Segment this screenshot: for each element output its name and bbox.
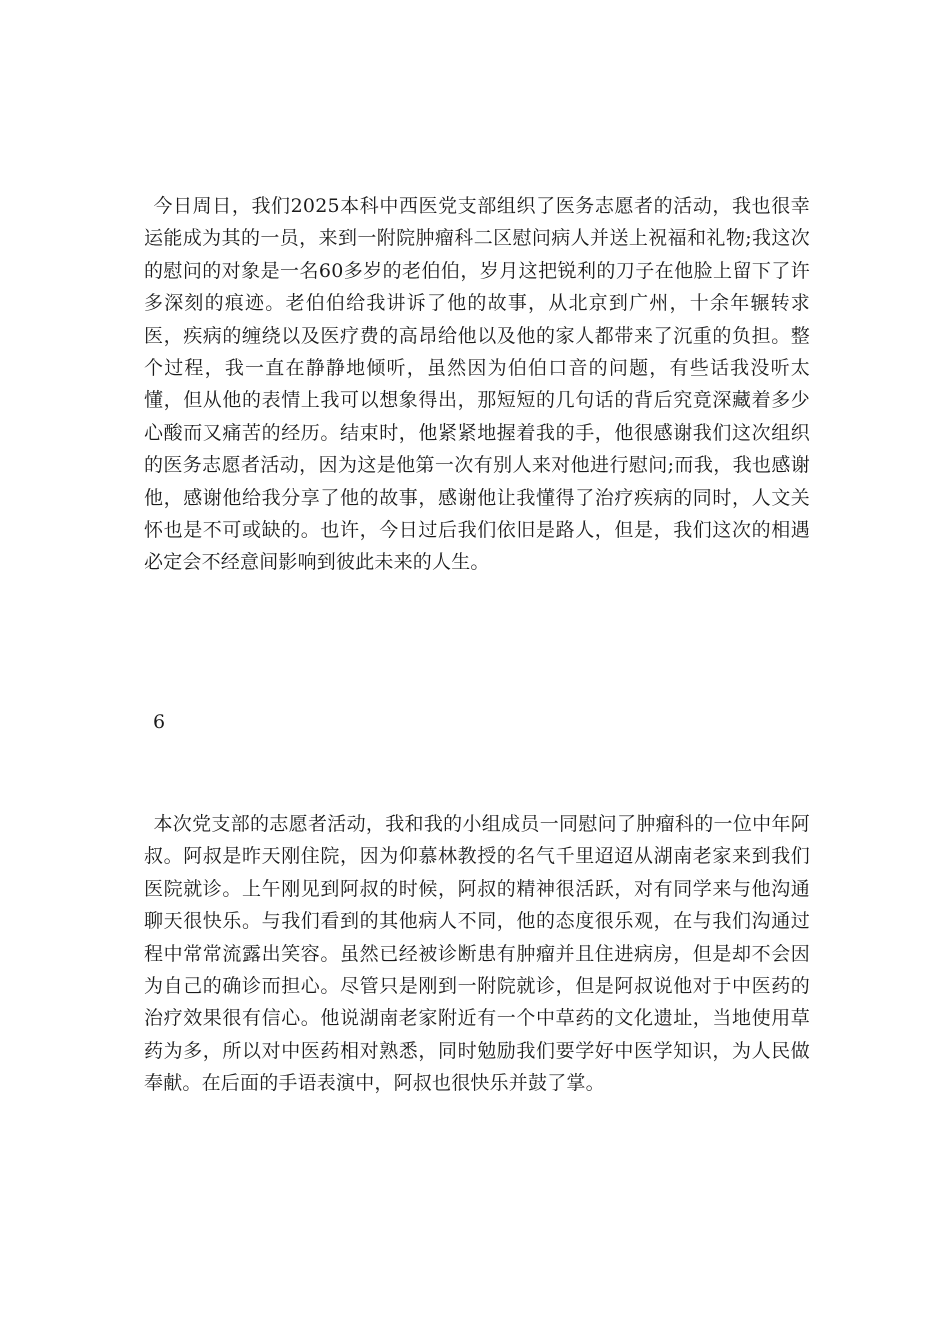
paragraph-volunteer-middle-aged-patient: 本次党支部的志愿者活动，我和我的小组成员一同慰问了肿瘤科的一位中年阿叔。阿叔是昨天刚住院，因为仰慕林教授的名气千里迢迢从湖南老家来到我们医院就诊。上午刚见到阿叔的时候，阿叔的精神很活跃，对有同学来与他沟通聊天很快乐。与我们看到的其他病人不同，他的态度很乐观，在与我们沟通过程中常常流露出笑容。虽然已经被诊断患有肿瘤并且住进病房，但是却不会因为自己的确诊而担心。尽管只是刚到一附院就诊，但是阿叔说他对于中医药的治疗效果很有信心。他说湖南老家附近有一个中草药的文化遗址，当地使用草药为多，所以对中医药相对熟悉，同时勉励我们要学好中医学知识，为人民做奉献。在后面的手语表演中，阿叔也很快乐并鼓了掌。 [144, 813, 810, 1095]
paragraph-volunteer-elderly-patient: 今日周日，我们2025本科中西医党支部组织了医务志愿者的活动，我也很幸运能成为其的一员，来到一附院肿瘤科二区慰问病人并送上祝福和礼物;我这次的慰问的对象是一名60多岁的老伯伯，岁月这把锐利的刀子在他脸上留下了许多深刻的痕迹。老伯伯给我讲诉了他的故事，从北京到广州，十余年辗转求医，疾病的缠绕以及医疗费的高昂给他以及他的家人都带来了沉重的负担。整个过程，我一直在静静地倾听，虽然因为伯伯口音的问题，有些话我没听太懂，但从他的表情上我可以想象得出，那短短的几句话的背后究竟深藏着多少心酸而又痛苦的经历。结束时，他紧紧地握着我的手，他很感谢我们这次组织的医务志愿者活动，因为这是他第一次有别人来对他进行慰问;而我，我也感谢他，感谢他给我分享了他的故事，感谢他让我懂得了治疗疾病的同时，人文关怀也是不可或缺的。也许，今日过后我们依旧是路人，但是，我们这次的相遇必定会不经意间影响到彼此未来的人生。 [144, 195, 810, 574]
page-number: 6 [153, 711, 166, 733]
